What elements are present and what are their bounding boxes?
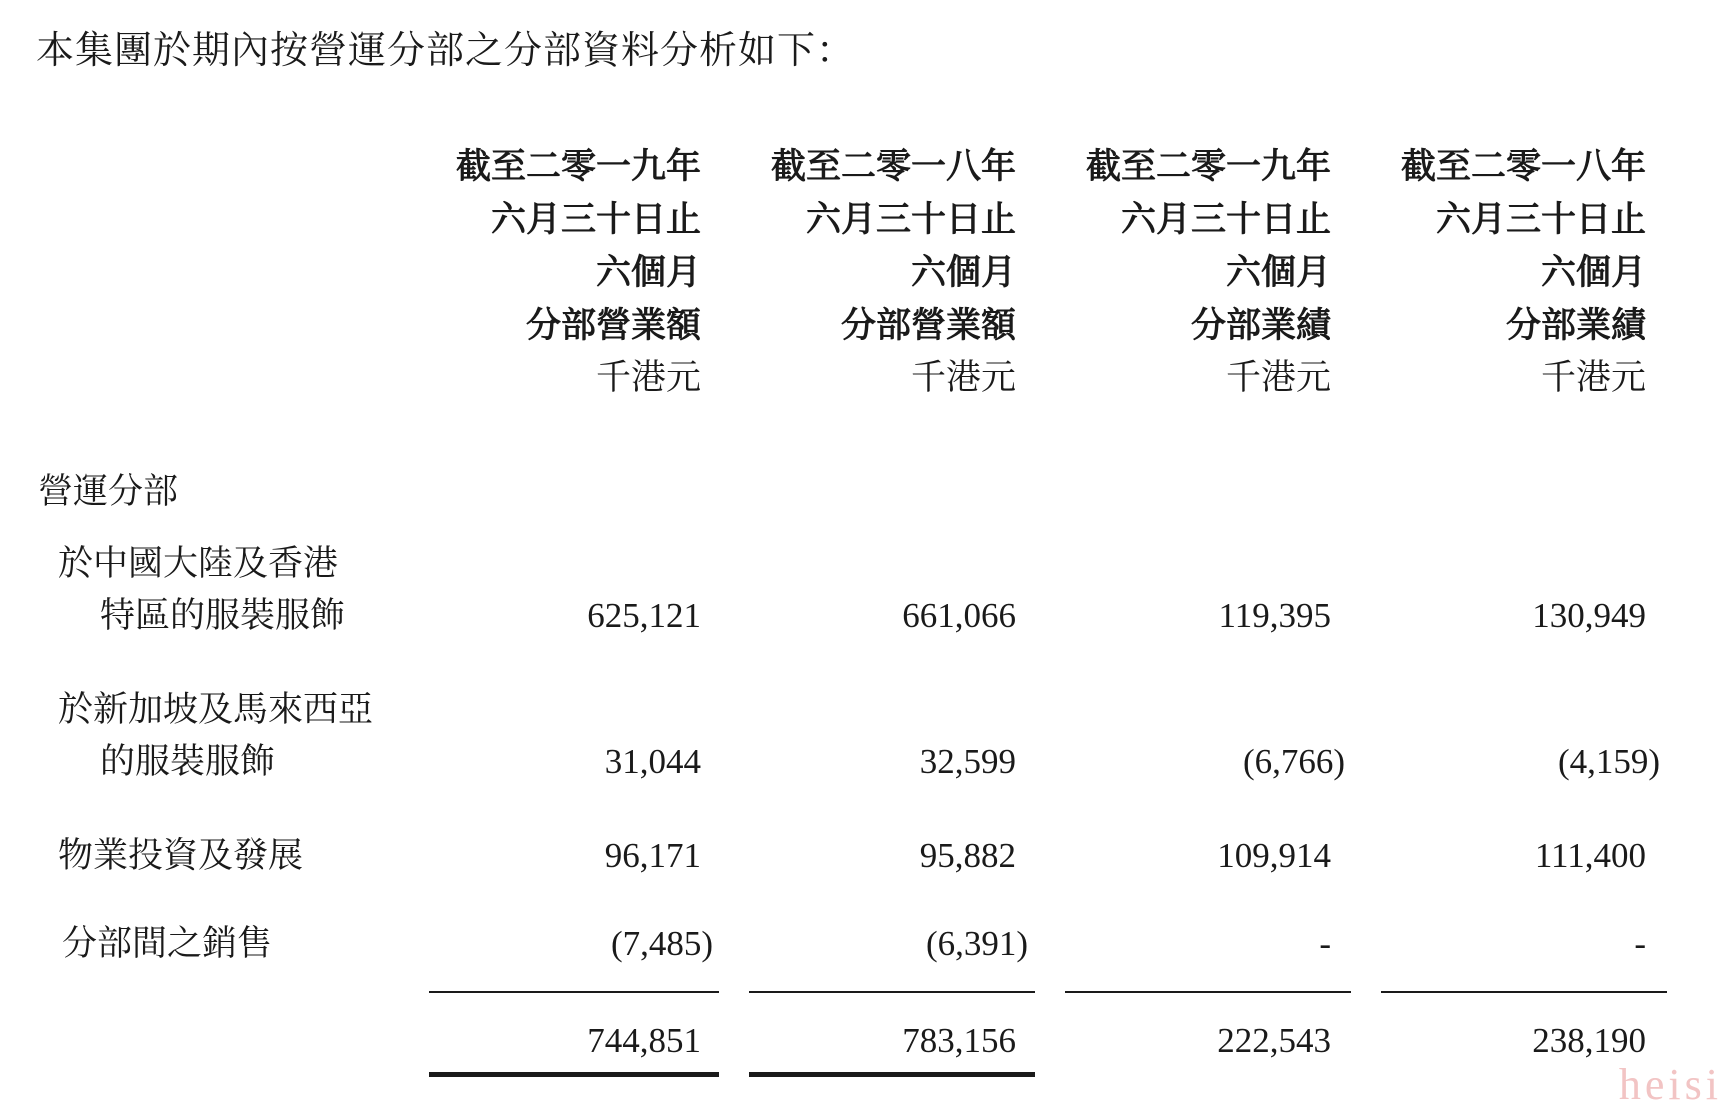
header-date: 六月三十日止 — [1435, 199, 1646, 240]
row-label-line1: 物業投資及發展 — [58, 836, 304, 876]
header-unit: 千港元 — [595, 358, 701, 398]
column-header-revenue-2018 — [656, 140, 1016, 405]
header-period: 截至二零一八年 — [770, 146, 1016, 187]
row-label-line1: 於新加坡及馬來西亞 — [58, 690, 374, 730]
header-date: 六月三十日止 — [490, 199, 701, 240]
subtotal-rule — [1065, 991, 1351, 993]
column-header-results-2019 — [971, 140, 1331, 405]
table-cell: 32,599 — [919, 742, 1016, 781]
column-header-results-2018 — [1286, 140, 1646, 405]
row-label-line1: 分部間之銷售 — [62, 924, 273, 964]
table-cell: 109,914 — [1217, 836, 1331, 875]
header-unit: 千港元 — [910, 358, 1016, 398]
table-cell: 111,400 — [1534, 836, 1646, 875]
header-date: 六月三十日止 — [1120, 199, 1331, 240]
header-date: 六月三十日止 — [805, 199, 1016, 240]
table-cell: 119,395 — [1218, 596, 1331, 635]
intro-text: 本集團於期內按營運分部之分部資料分析如下： — [36, 28, 856, 72]
header-period: 截至二零一九年 — [1085, 146, 1331, 187]
row-label-line2: 的服裝服飾 — [100, 742, 276, 782]
table-cell: 96,171 — [604, 836, 701, 875]
table-cell: 130,949 — [1532, 596, 1646, 635]
table-cell: (4,159) — [1557, 742, 1660, 781]
table-cell: 625,121 — [587, 596, 701, 635]
table-cell: - — [1634, 924, 1646, 963]
total-cell: 222,543 — [1217, 1021, 1331, 1060]
header-period: 截至二零一九年 — [455, 146, 701, 187]
subtotal-rule — [429, 991, 719, 993]
header-unit: 千港元 — [1225, 358, 1331, 398]
header-metric: 分部營業額 — [840, 305, 1016, 346]
header-unit: 千港元 — [1540, 358, 1646, 398]
header-metric: 分部業績 — [1190, 305, 1331, 346]
total-cell: 238,190 — [1532, 1021, 1646, 1060]
table-cell: (7,485) — [610, 924, 713, 963]
total-cell: 783,156 — [902, 1021, 1016, 1060]
header-period: 截至二零一八年 — [1400, 146, 1646, 187]
table-cell: 661,066 — [902, 596, 1016, 635]
table-cell: 31,044 — [604, 742, 701, 781]
row-label-line1: 於中國大陸及香港 — [58, 544, 339, 584]
table-cell: (6,391) — [925, 924, 1028, 963]
table-cell: (6,766) — [1242, 742, 1345, 781]
header-metric: 分部營業額 — [525, 305, 701, 346]
header-duration: 六個月 — [1225, 252, 1331, 293]
row-label-line2: 特區的服裝服飾 — [100, 596, 346, 636]
watermark: heisi — [1618, 1060, 1722, 1109]
table-cell: - — [1319, 924, 1331, 963]
header-duration: 六個月 — [910, 252, 1016, 293]
total-rule — [429, 1072, 719, 1077]
subtotal-rule — [1381, 991, 1667, 993]
column-header-revenue-2019 — [341, 140, 701, 405]
total-cell: 744,851 — [587, 1021, 701, 1060]
section-title: 營運分部 — [38, 472, 179, 512]
header-duration: 六個月 — [1540, 252, 1646, 293]
header-duration: 六個月 — [595, 252, 701, 293]
total-rule — [749, 1072, 1035, 1077]
table-cell: 95,882 — [919, 836, 1016, 875]
header-metric: 分部業績 — [1505, 305, 1646, 346]
subtotal-rule — [749, 991, 1035, 993]
